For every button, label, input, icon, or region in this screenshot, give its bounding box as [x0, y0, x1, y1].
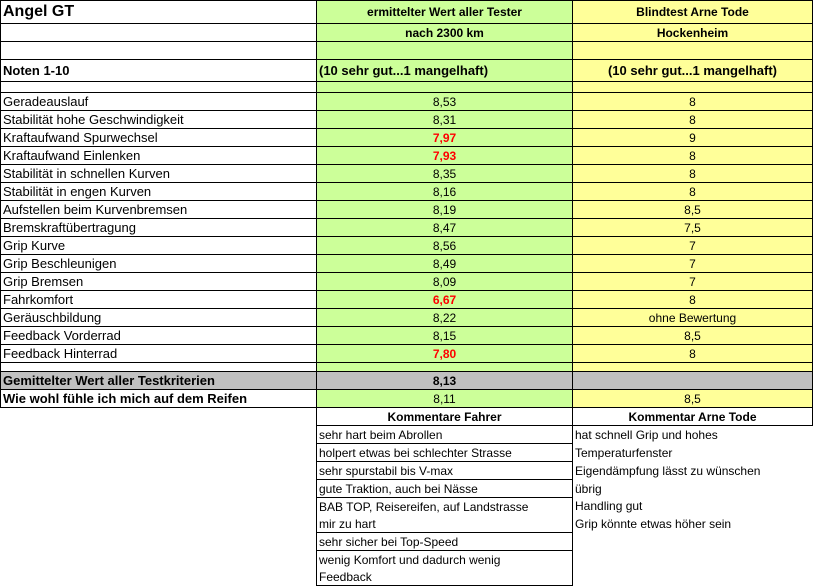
- criterion-row: [1, 309, 813, 327]
- empty-cell: [573, 42, 813, 60]
- empty-cell: [1, 462, 317, 480]
- comment-row: [1, 480, 813, 498]
- subtitle-row: [1, 24, 813, 42]
- arne-score: 8: [573, 111, 813, 129]
- arne-score: ohne Bewertung: [573, 309, 813, 327]
- criterion-row: [1, 237, 813, 255]
- criterion-row: [1, 111, 813, 129]
- testers-score: 8,19: [317, 201, 573, 219]
- testers-score: 7,97: [317, 129, 573, 147]
- criterion-label: Feedback Vorderrad: [1, 327, 317, 345]
- driver-comment: Feedback: [317, 568, 573, 586]
- criterion-label: Geradeauslauf: [1, 93, 317, 111]
- arne-header: Blindtest Arne Tode: [573, 1, 813, 24]
- empty-cell: [317, 82, 573, 93]
- testers-score: 8,22: [317, 309, 573, 327]
- testers-score: 8,31: [317, 111, 573, 129]
- arne-score: 8: [573, 183, 813, 201]
- criterion-label: Bremskraftübertragung: [1, 219, 317, 237]
- driver-comment: wenig Komfort und dadurch wenig: [317, 551, 573, 569]
- criterion-row: [1, 147, 813, 165]
- empty-cell: [1, 480, 317, 498]
- arne-score: 8: [573, 93, 813, 111]
- testers-score: 8,16: [317, 183, 573, 201]
- empty-cell: [573, 363, 813, 372]
- criterion-row: [1, 201, 813, 219]
- spacer-row: [1, 42, 813, 60]
- arne-scale: (10 sehr gut...1 mangelhaft): [573, 60, 813, 82]
- arne-comment: [573, 568, 813, 586]
- feel-testers-value: 8,11: [317, 390, 573, 408]
- driver-comment: gute Traktion, auch bei Nässe: [317, 480, 573, 498]
- empty-cell: [1, 551, 317, 569]
- criterion-row: [1, 129, 813, 147]
- feel-label: Wie wohl fühle ich mich auf dem Reifen: [1, 390, 317, 408]
- criterion-row: [1, 327, 813, 345]
- testers-score: 8,35: [317, 165, 573, 183]
- empty-cell: [1, 498, 317, 516]
- criterion-row: [1, 219, 813, 237]
- criterion-label: Geräuschbildung: [1, 309, 317, 327]
- arne-score: 8: [573, 165, 813, 183]
- criterion-label: Grip Kurve: [1, 237, 317, 255]
- empty-cell: [1, 363, 317, 372]
- comments-header-row: [1, 408, 813, 426]
- comment-row: [1, 515, 813, 533]
- criterion-label: Stabilität hohe Geschwindigkeit: [1, 111, 317, 129]
- comment-row: [1, 533, 813, 551]
- testers-score: 8,56: [317, 237, 573, 255]
- empty-cell: [1, 408, 317, 426]
- scale-label: Noten 1-10: [1, 60, 317, 82]
- driver-comment: holpert etwas bei schlechter Strasse: [317, 444, 573, 462]
- testers-score: 7,93: [317, 147, 573, 165]
- testers-score: 8,47: [317, 219, 573, 237]
- comment-row: [1, 462, 813, 480]
- criterion-label: Feedback Hinterrad: [1, 345, 317, 363]
- arne-comment: Temperaturfenster: [573, 444, 813, 462]
- criterion-label: Fahrkomfort: [1, 291, 317, 309]
- empty-cell: [573, 372, 813, 390]
- average-value: 8,13: [317, 372, 573, 390]
- empty-cell: [1, 82, 317, 93]
- criterion-label: Stabilität in schnellen Kurven: [1, 165, 317, 183]
- empty-cell: [1, 515, 317, 533]
- drivers-comments-header: Kommentare Fahrer: [317, 408, 573, 426]
- driver-comment: sehr hart beim Abrollen: [317, 426, 573, 444]
- driver-comment: sehr sicher bei Top-Speed: [317, 533, 573, 551]
- criterion-row: [1, 165, 813, 183]
- empty-cell: [317, 42, 573, 60]
- arne-score: 8: [573, 291, 813, 309]
- arne-comment: [573, 533, 813, 551]
- criterion-row: [1, 291, 813, 309]
- empty-cell: [1, 426, 317, 444]
- arne-comment: hat schnell Grip und hohes: [573, 426, 813, 444]
- criterion-label: Kraftaufwand Einlenken: [1, 147, 317, 165]
- testers-scale: (10 sehr gut...1 mangelhaft): [317, 60, 573, 82]
- criterion-row: [1, 93, 813, 111]
- arne-comments-header: Kommentar Arne Tode: [573, 408, 813, 426]
- criterion-row: [1, 345, 813, 363]
- comment-row: [1, 551, 813, 569]
- arne-comment: [573, 551, 813, 569]
- criterion-row: [1, 255, 813, 273]
- empty-cell: [1, 444, 317, 462]
- title-row: [1, 1, 813, 24]
- spacer-row: [1, 82, 813, 93]
- criterion-row: [1, 183, 813, 201]
- criterion-label: Kraftaufwand Spurwechsel: [1, 129, 317, 147]
- testers-score: 8,53: [317, 93, 573, 111]
- empty-cell: [1, 533, 317, 551]
- page-title: Angel GT: [1, 1, 317, 24]
- criterion-label: Grip Bremsen: [1, 273, 317, 291]
- testers-score: 8,49: [317, 255, 573, 273]
- testers-score: 8,15: [317, 327, 573, 345]
- arne-score: 8: [573, 345, 813, 363]
- criterion-label: Aufstellen beim Kurvenbremsen: [1, 201, 317, 219]
- scale-row: [1, 60, 813, 82]
- average-label: Gemittelter Wert aller Testkriterien: [1, 372, 317, 390]
- average-row: [1, 372, 813, 390]
- empty-cell: [1, 568, 317, 586]
- arne-comment: Eigendämpfung lässt zu wünschen: [573, 462, 813, 480]
- empty-cell: [1, 24, 317, 42]
- arne-comment: übrig: [573, 480, 813, 498]
- arne-score: 8,5: [573, 201, 813, 219]
- arne-score: 7: [573, 237, 813, 255]
- comment-row: [1, 498, 813, 516]
- arne-score: 9: [573, 129, 813, 147]
- driver-comment: sehr spurstabil bis V-max: [317, 462, 573, 480]
- testers-subheader: nach 2300 km: [317, 24, 573, 42]
- driver-comment: mir zu hart: [317, 515, 573, 533]
- criterion-label: Grip Beschleunigen: [1, 255, 317, 273]
- comment-row: [1, 568, 813, 586]
- arne-score: 7,5: [573, 219, 813, 237]
- driver-comment: BAB TOP, Reisereifen, auf Landstrasse: [317, 498, 573, 516]
- arne-comment: Handling gut: [573, 498, 813, 516]
- feel-row: [1, 390, 813, 408]
- testers-score: 6,67: [317, 291, 573, 309]
- testers-score: 7,80: [317, 345, 573, 363]
- empty-cell: [317, 363, 573, 372]
- arne-score: 8,5: [573, 327, 813, 345]
- arne-score: 7: [573, 255, 813, 273]
- arne-score: 8: [573, 147, 813, 165]
- testers-header: ermittelter Wert aller Tester: [317, 1, 573, 24]
- criterion-row: [1, 273, 813, 291]
- feel-arne-value: 8,5: [573, 390, 813, 408]
- testers-score: 8,09: [317, 273, 573, 291]
- comment-row: [1, 426, 813, 444]
- arne-score: 7: [573, 273, 813, 291]
- spacer-row: [1, 363, 813, 372]
- arne-comment: Grip könnte etwas höher sein: [573, 515, 813, 533]
- empty-cell: [1, 42, 317, 60]
- arne-subheader: Hockenheim: [573, 24, 813, 42]
- comment-row: [1, 444, 813, 462]
- criterion-label: Stabilität in engen Kurven: [1, 183, 317, 201]
- empty-cell: [573, 82, 813, 93]
